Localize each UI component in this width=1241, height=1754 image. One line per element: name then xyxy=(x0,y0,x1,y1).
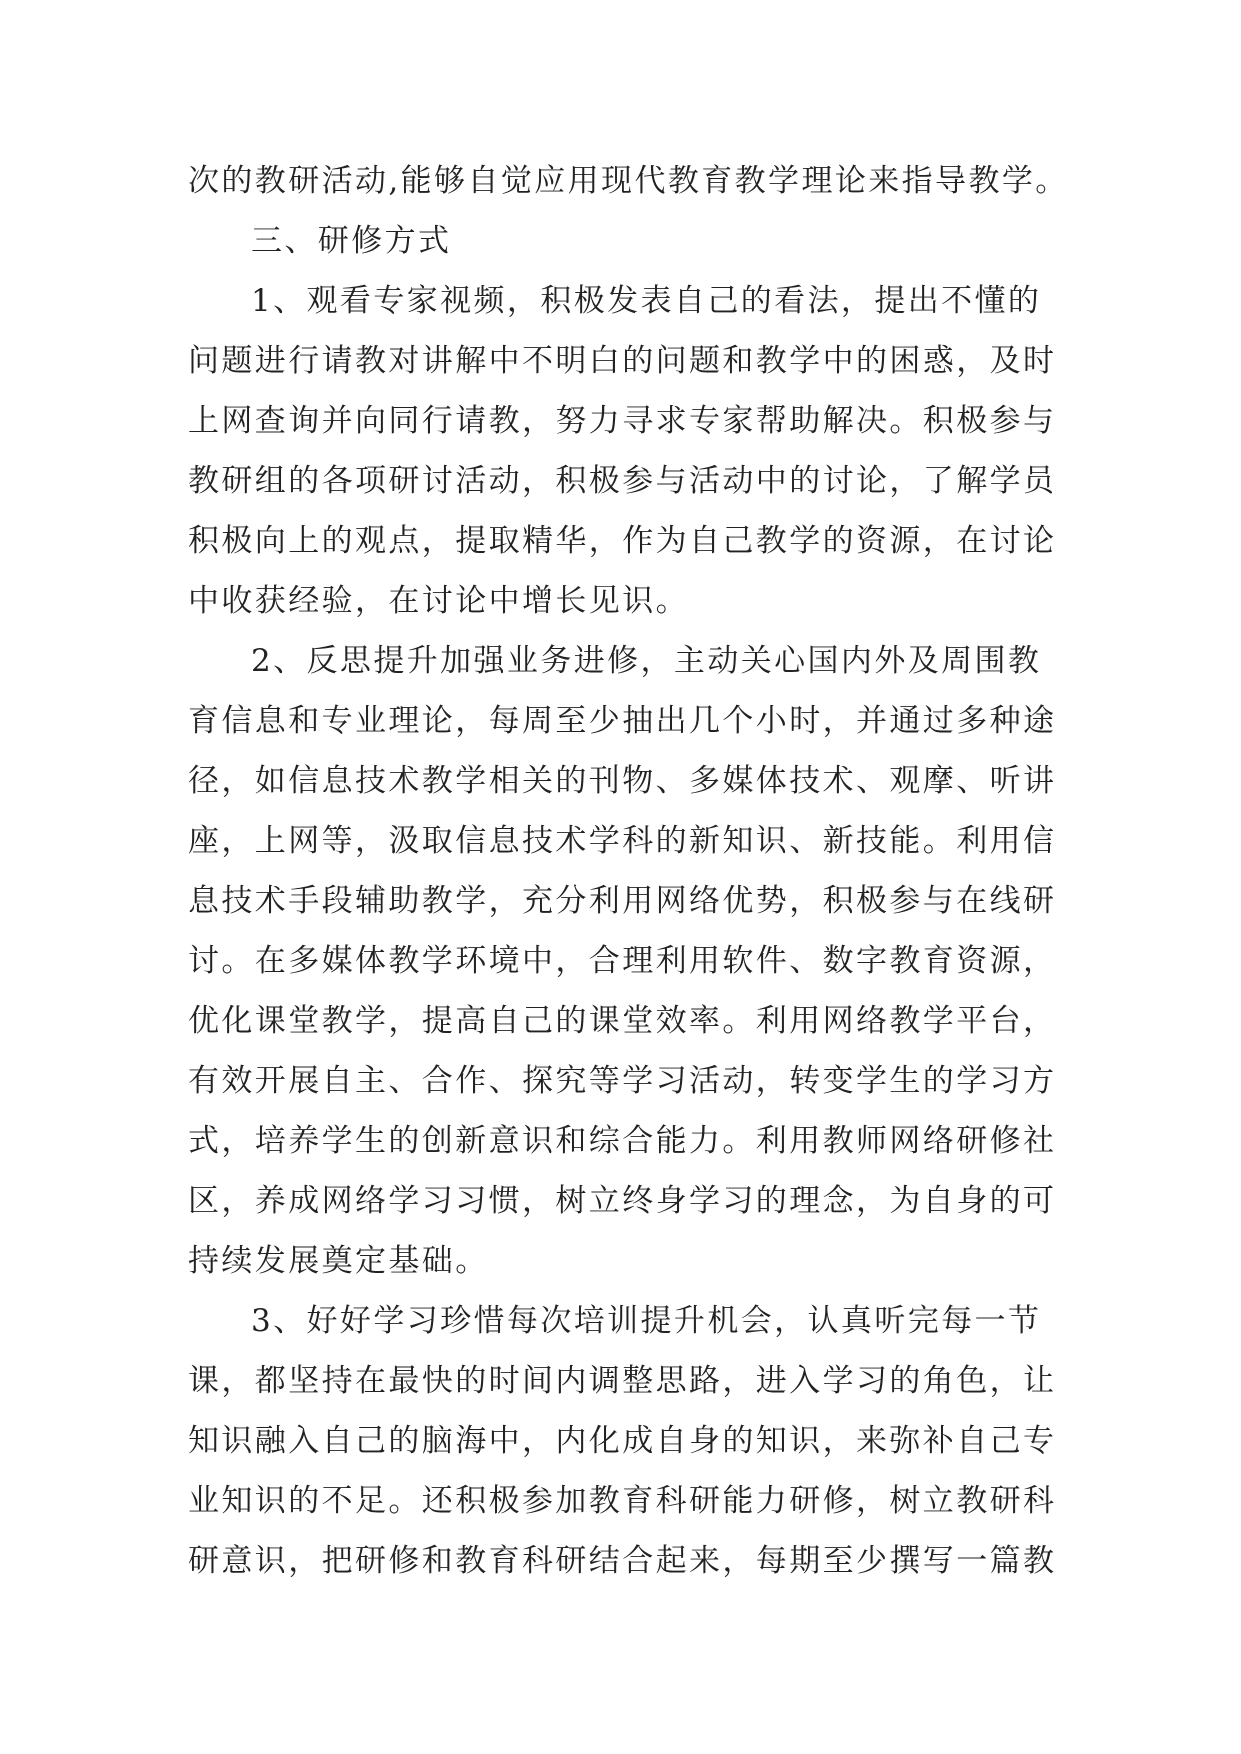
text-line: 有效开展自主、合作、探究等学习活动，转变学生的学习方 xyxy=(188,1063,1057,1099)
text-line: 研意识，把研修和教育科研结合起来，每期至少撰写一篇教 xyxy=(188,1543,1057,1579)
text-line: 区，养成网络学习习惯，树立终身学习的理念，为自身的可 xyxy=(188,1183,1057,1219)
text-line: 知识融入自己的脑海中，内化成自身的知识，来弥补自己专 xyxy=(188,1423,1057,1459)
text-line: 座，上网等，汲取信息技术学科的新知识、新技能。利用信 xyxy=(188,823,1057,859)
text-line: 育信息和专业理论，每周至少抽出几个小时，并通过多种途 xyxy=(188,703,1057,739)
text-line: 上网查询并向同行请教，努力寻求专家帮助解决。积极参与 xyxy=(188,403,1057,439)
text-line: 1、观看专家视频，积极发表自己的看法，提出不懂的 xyxy=(251,283,1042,319)
text-line: 3、好好学习珍惜每次培训提升机会，认真听完每一节 xyxy=(251,1303,1042,1339)
text-line: 息技术手段辅助教学，充分利用网络优势，积极参与在线研 xyxy=(188,883,1057,919)
text-line: 问题进行请教对讲解中不明白的问题和教学中的困惑，及时 xyxy=(188,343,1057,379)
text-line: 径，如信息技术教学相关的刊物、多媒体技术、观摩、听讲 xyxy=(188,763,1057,799)
section-heading: 三、研修方式 xyxy=(251,223,452,259)
text-line: 积极向上的观点，提取精华，作为自己教学的资源，在讨论 xyxy=(188,523,1057,559)
text-line: 业知识的不足。还积极参加教育科研能力研修，树立教研科 xyxy=(188,1483,1057,1519)
text-line: 课，都坚持在最快的时间内调整思路，进入学习的角色，让 xyxy=(188,1363,1057,1399)
document-body xyxy=(188,151,1088,1591)
text-line: 式，培养学生的创新意识和综合能力。利用教师网络研修社 xyxy=(188,1123,1057,1159)
text-line: 优化课堂教学，提高自己的课堂效率。利用网络教学平台， xyxy=(188,1003,1057,1039)
text-line: 中收获经验，在讨论中增长见识。 xyxy=(188,583,689,619)
text-line: 讨。在多媒体教学环境中，合理利用软件、数字教育资源， xyxy=(188,943,1057,979)
text-line: 次的教研活动,能够自觉应用现代教育教学理论来指导教学。 xyxy=(188,163,1069,199)
text-line: 持续发展奠定基础。 xyxy=(188,1243,489,1279)
text-line: 教研组的各项研讨活动，积极参与活动中的讨论，了解学员 xyxy=(188,463,1057,499)
text-line: 2、反思提升加强业务进修，主动关心国内外及周围教 xyxy=(251,643,1042,679)
